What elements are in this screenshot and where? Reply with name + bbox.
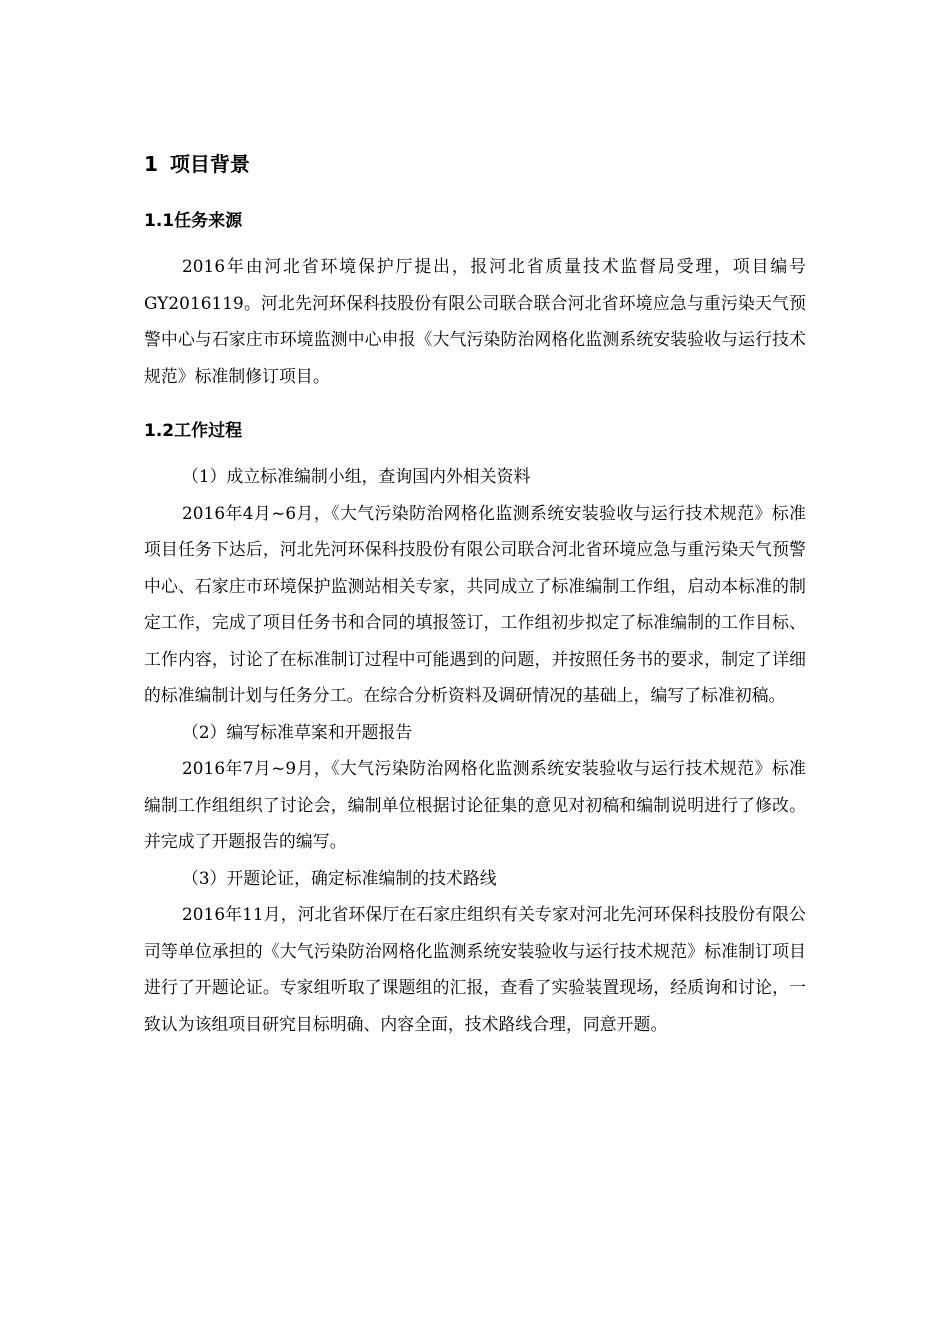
step-heading-2: （2）编写标准草案和开题报告 xyxy=(182,721,413,742)
paragraph-task-source: 2016年由河北省环境保护厅提出，报河北省质量技术监督局受理，项目编号GY2016119。河北先河环保科技股份有限公司联合联合河北省环境应急与重污染天气预警中心与石家庄市环境监测中心申报《大气污染防治网格化监测系统安装验收与运行技术规范》标准制修订项目。 xyxy=(144,256,806,386)
subsection-heading-work-process: 1.2工作过程 xyxy=(144,421,243,441)
step-heading-1: （1）成立标准编制小组，查询国内外相关资料 xyxy=(182,466,531,486)
section-title: 项目背景 xyxy=(169,152,250,176)
paragraph-step-1: 2016年4月~6月，《大气污染防治网格化监测系统安装验收与运行技术规范》标准项目任务下达后，河北先河环保科技股份有限公司联合河北省环境应急与重污染天气预警中心、石家庄市环境保护监测站相关专家，共同成立了标准编制工作组，启动本标准的制定工作，完成了项目任务书和合同的填报签订，工作组初步拟定了标准编制的工作目标、工作内容，讨论了在标准制订过程中可能遇到的问题，并按照任务书的要求，制定了详细的标准编制计划与任务分工。在综合分析资料及调研情况的基础上，编写了标准初稿。 xyxy=(144,502,806,705)
section-number: 1 xyxy=(144,152,158,176)
document-body xyxy=(144,146,806,1042)
subsection-heading-task-source: 1.1任务来源 xyxy=(144,211,243,231)
paragraph-step-2: 2016年7月~9月，《大气污染防治网格化监测系统安装验收与运行技术规范》标准编制工作组组织了讨论会，编制单位根据讨论征集的意见对初稿和编制说明进行了修改。并完成了开题报告的编写。 xyxy=(144,758,806,851)
section-heading xyxy=(144,146,806,182)
paragraph-step-3: 2016年11月，河北省环保厅在石家庄组织有关专家对河北先河环保科技股份有限公司等单位承担的《大气污染防治网格化监测系统安装验收与运行技术规范》标准制订项目进行了开题论证。专家组听取了课题组的汇报，查看了实验装置现场，经质询和讨论，一致认为该组项目研究目标明确、内容全面，技术路线合理，同意开题。 xyxy=(144,904,806,1034)
step-heading-3: （3）开题论证，确定标准编制的技术路线 xyxy=(182,867,497,888)
